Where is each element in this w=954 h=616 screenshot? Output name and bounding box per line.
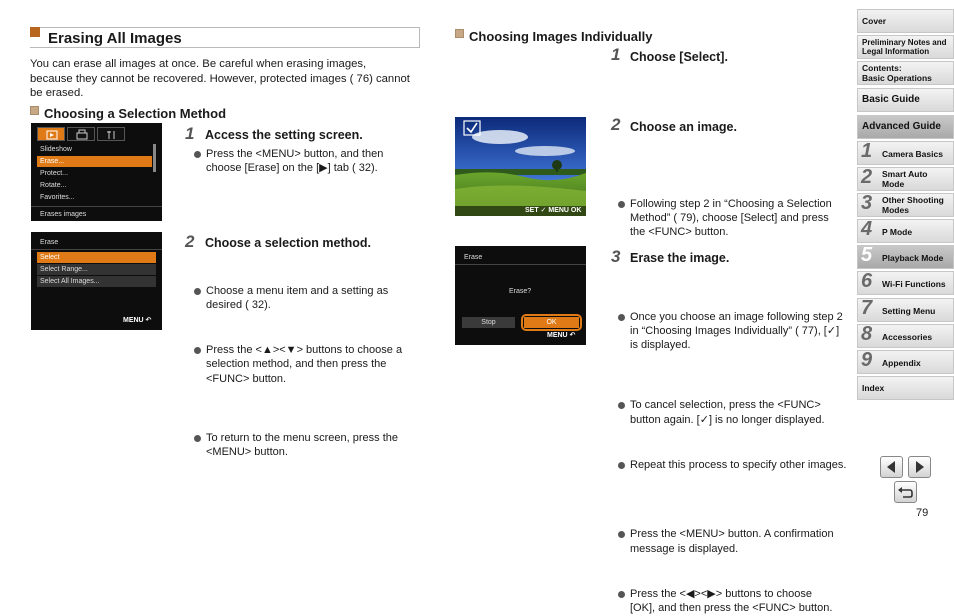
screen-title: Erase bbox=[40, 239, 59, 246]
camera-screen-image bbox=[455, 117, 586, 216]
camera-screen-confirm bbox=[455, 246, 586, 345]
menu-footer: Erases images bbox=[40, 211, 87, 218]
page-number: 79 bbox=[916, 507, 929, 519]
nav-chapter-5[interactable]: 5 Playback Mode bbox=[857, 245, 954, 269]
nav-basic-guide[interactable]: Basic Guide bbox=[857, 88, 954, 112]
nav-chapter-1[interactable]: 1 Camera Basics bbox=[857, 141, 954, 165]
menu-item-rotate: Rotate... bbox=[40, 182, 67, 189]
step-bullet: Press the <▲><▼> buttons to choose a selection method, and then press the <FUNC> button. bbox=[193, 343, 413, 386]
option-select-range: Select Range... bbox=[37, 264, 156, 275]
subheading-marker bbox=[455, 29, 464, 38]
nav-preliminary[interactable]: Preliminary Notes and Legal Information bbox=[857, 35, 954, 59]
option-select-all: Select All Images... bbox=[37, 276, 156, 287]
return-button[interactable] bbox=[894, 481, 917, 503]
option-select: Select bbox=[37, 252, 156, 263]
page-title: Erasing All Images bbox=[48, 30, 182, 47]
nav-chapter-2[interactable]: 2 Smart Auto Mode bbox=[857, 167, 954, 191]
step-bullet: Press the <MENU> button. A confirmation message is displayed. bbox=[617, 527, 837, 556]
step-bullet: Press the <MENU> button, and then choose [Erase] on the [▶] tab ( 32). bbox=[193, 147, 418, 176]
nav-index[interactable]: Index bbox=[857, 376, 954, 400]
step-title: Choose [Select]. bbox=[630, 50, 728, 64]
nav-chapter-3[interactable]: 3 Other Shooting Modes bbox=[857, 193, 954, 217]
menu-scrollbar bbox=[153, 144, 156, 172]
step-bullet: Press the <◀><▶> buttons to choose [OK], and then press the <FUNC> button. bbox=[617, 587, 837, 616]
print-tab-icon bbox=[67, 127, 95, 141]
intro-text: You can erase all images at once. Be careful when erasing images, because they cannot be recovered. However, protected images ( 76) cannot be erased. bbox=[30, 58, 410, 99]
menu-item-protect: Protect... bbox=[40, 170, 69, 177]
step-title: Erase the image. bbox=[630, 251, 730, 265]
tools-tab-icon bbox=[97, 127, 125, 141]
ok-option: OK bbox=[524, 317, 579, 328]
menu-return-icon: MENU ↶ bbox=[123, 317, 152, 324]
step-number: 1 bbox=[185, 124, 195, 143]
screen-bottom-bar: SET ✓ MENU OK bbox=[525, 207, 582, 214]
arrow-left-icon bbox=[881, 457, 902, 477]
menu-item-slideshow: Slideshow bbox=[40, 146, 72, 153]
screen-title: Erase bbox=[464, 254, 483, 261]
step-bullet: To cancel selection, press the <FUNC> button again. [✓] is no longer displayed. bbox=[617, 398, 847, 427]
nav-chapter-9[interactable]: 9 Appendix bbox=[857, 350, 954, 374]
arrow-right-icon bbox=[909, 457, 930, 477]
step-bullet: Choose a menu item and a setting as desired ( 32). bbox=[193, 284, 408, 313]
step-title: Access the setting screen. bbox=[205, 128, 363, 142]
subheading-marker bbox=[30, 106, 39, 115]
prev-page-button[interactable] bbox=[880, 456, 903, 478]
step-title: Choose a selection method. bbox=[205, 236, 372, 250]
step-number: 2 bbox=[185, 232, 195, 251]
menu-tabs bbox=[37, 127, 152, 141]
stop-option: Stop bbox=[462, 317, 515, 328]
subheading-individually: Choosing Images Individually bbox=[455, 29, 652, 44]
landscape-photo bbox=[455, 117, 586, 216]
nav-cover[interactable]: Cover bbox=[857, 9, 954, 33]
camera-screen-menu bbox=[31, 123, 162, 221]
nav-contents[interactable]: Contents: Basic Operations bbox=[857, 61, 954, 85]
step-bullet: To return to the menu screen, press the <MENU> button. bbox=[193, 431, 418, 460]
nav-chapter-7[interactable]: 7 Setting Menu bbox=[857, 298, 954, 322]
nav-advanced-guide[interactable]: Advanced Guide bbox=[857, 115, 954, 139]
step-number: 3 bbox=[611, 247, 621, 266]
camera-screen-erase-method bbox=[31, 232, 162, 330]
next-page-button[interactable] bbox=[908, 456, 931, 478]
step-bullet: Repeat this process to specify other images. bbox=[617, 458, 847, 472]
step-bullet: Following step 2 in “Choosing a Selection Method” ( 79), choose [Select] and press the <FUNC> button. bbox=[617, 197, 847, 240]
heading-marker bbox=[30, 27, 40, 37]
step-title: Choose an image. bbox=[630, 120, 737, 134]
step-bullet: Once you choose an image following step 2 in “Choosing Images Individually” ( 77), [✓] is displayed. bbox=[617, 310, 847, 353]
step-number: 1 bbox=[611, 45, 621, 64]
playback-tab-icon bbox=[37, 127, 65, 141]
nav-chapter-6[interactable]: 6 Wi-Fi Functions bbox=[857, 271, 954, 295]
confirm-question: Erase? bbox=[509, 288, 532, 295]
section-heading bbox=[30, 27, 420, 48]
nav-chapter-8[interactable]: 8 Accessories bbox=[857, 324, 954, 348]
menu-item-erase: Erase... bbox=[37, 156, 152, 167]
nav-chapter-4[interactable]: 4 P Mode bbox=[857, 219, 954, 243]
return-icon bbox=[895, 482, 916, 502]
menu-return-icon: MENU ↶ bbox=[547, 332, 576, 339]
menu-item-favorites: Favorites... bbox=[40, 194, 75, 201]
subheading-selection-method: Choosing a Selection Method bbox=[30, 106, 226, 121]
step-number: 2 bbox=[611, 115, 621, 134]
